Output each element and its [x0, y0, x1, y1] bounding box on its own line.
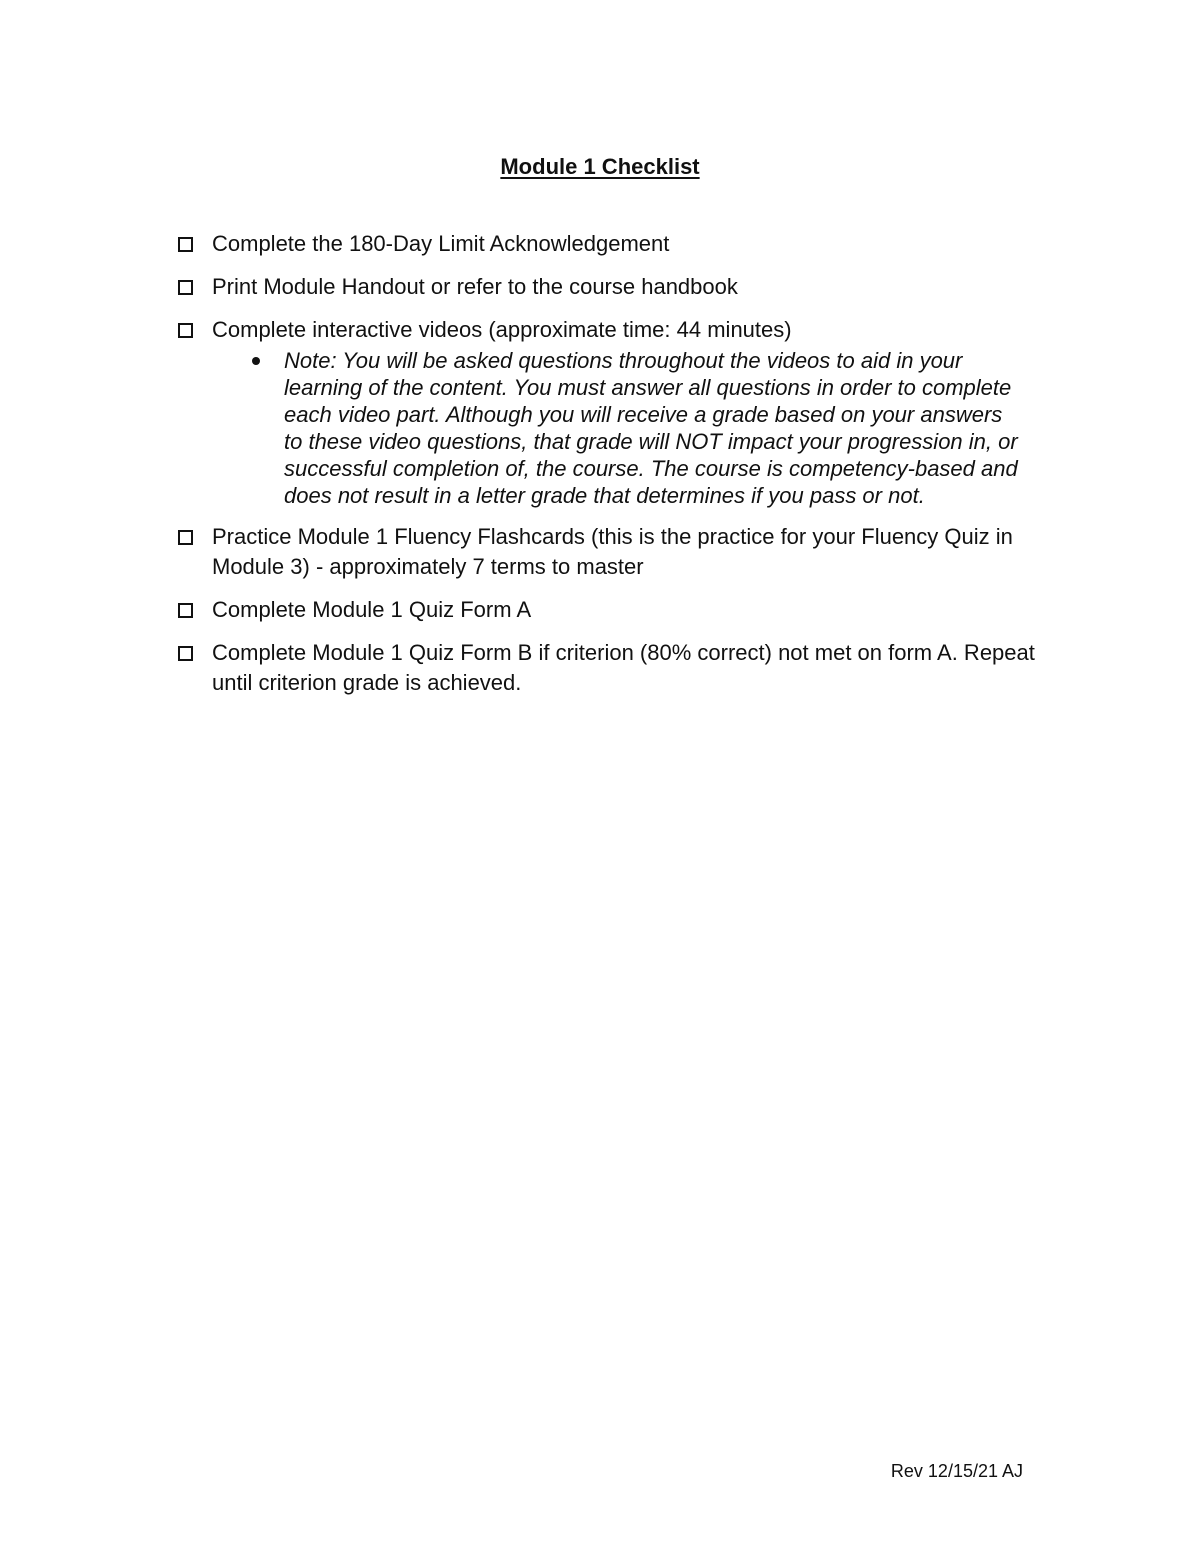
checkbox-icon[interactable] [178, 323, 193, 338]
checklist-item [176, 315, 1036, 509]
note-list [212, 347, 1036, 509]
checklist-item-text: Complete the 180-Day Limit Acknowledgement [212, 231, 670, 256]
checkbox-icon[interactable] [178, 603, 193, 618]
checklist-item-text: Print Module Handout or refer to the course handbook [212, 274, 738, 299]
note-text: Note: You will be asked questions throughout the videos to aid in your learning of the content. You must answer all questions in order to complete each video part. Although you will receive a grade based on your answers to these video questions, that grade will NOT impact your progression in, or successful completion of, the course. The course is competency-based and does not result in a letter grade that determines if you pass or not. [284, 348, 1018, 508]
checkbox-icon[interactable] [178, 280, 193, 295]
revision-footer: Rev 12/15/21 AJ [890, 1461, 1023, 1481]
checklist-item-text: Complete Module 1 Quiz Form A [212, 597, 532, 622]
checkbox-icon[interactable] [178, 530, 193, 545]
checklist-item [176, 272, 1036, 302]
checklist-item [176, 638, 1036, 698]
checklist-item [176, 229, 1036, 259]
checkbox-icon[interactable] [178, 646, 193, 661]
page-title: Module 1 Checklist [500, 154, 700, 179]
checklist [176, 229, 1036, 711]
checkbox-icon[interactable] [178, 237, 193, 252]
checklist-item-text: Complete Module 1 Quiz Form B if criterion (80% correct) not met on form A. Repeat until criterion grade is achieved. [212, 640, 1035, 695]
checklist-item-text: Practice Module 1 Fluency Flashcards (this is the practice for your Fluency Quiz in Module 3) - approximately 7 terms to master [212, 524, 1013, 579]
checklist-item-text: Complete interactive videos (approximate time: 44 minutes) [212, 317, 792, 342]
checklist-item [176, 595, 1036, 625]
note-item [212, 347, 1024, 509]
bullet-icon [252, 357, 260, 365]
checklist-item [176, 522, 1036, 582]
